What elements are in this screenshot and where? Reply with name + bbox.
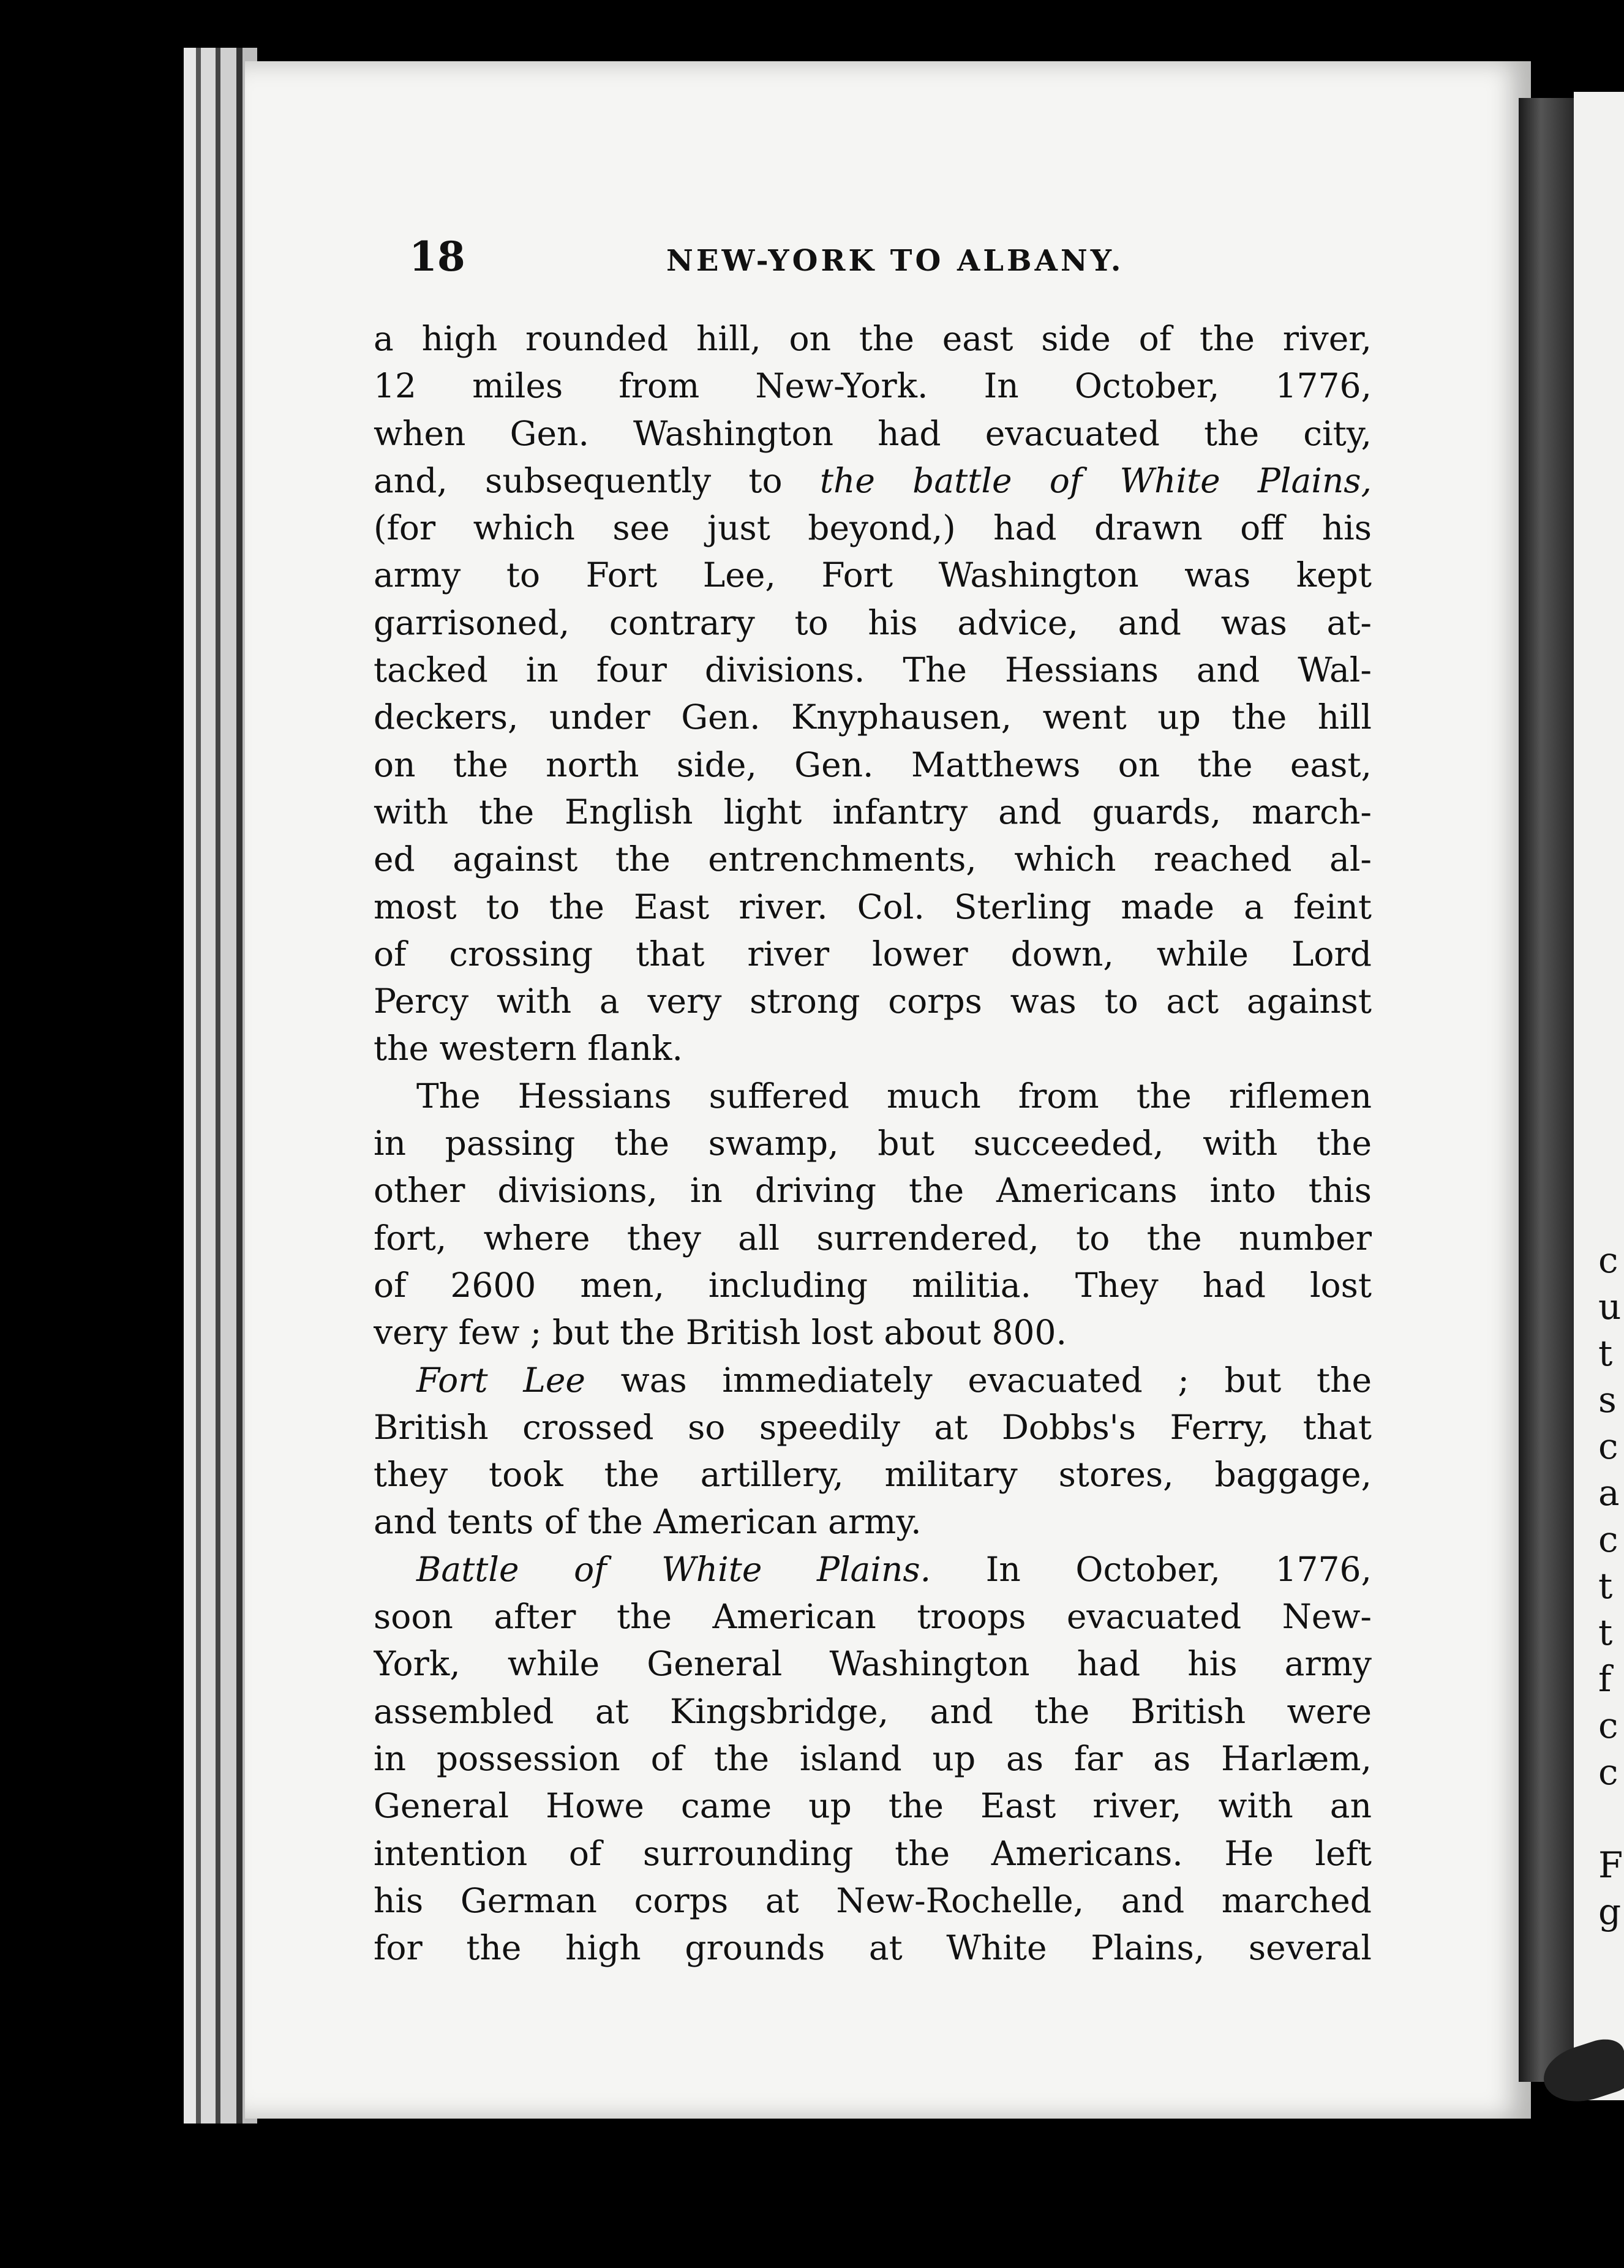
text-run: of 2600 men, including militia. They had lost [374, 1265, 1372, 1305]
text-run: on the north side, Gen. Matthews on the east, [374, 745, 1372, 784]
text-line [374, 931, 1372, 978]
text-run: was immediately evacuated ; but the [585, 1360, 1372, 1400]
text-run: General Howe came up the East river, with an [374, 1786, 1372, 1826]
facing-letter: g [1598, 1891, 1622, 1932]
text-line [374, 1782, 1372, 1830]
text-line [374, 362, 1372, 410]
text-line [374, 1877, 1372, 1924]
text-run: and tents of the American army. [374, 1502, 922, 1542]
text-run: in possession of the island up as far as Harlæm, [374, 1738, 1372, 1778]
text-line [374, 1498, 1372, 1545]
facing-letter: a [1598, 1472, 1620, 1514]
text-run: the western flank. [374, 1029, 683, 1068]
text-run: soon after the American troops evacuated New- [374, 1597, 1372, 1637]
text-run: fort, where they all surrendered, to the number [374, 1218, 1372, 1258]
text-line [374, 1120, 1372, 1167]
text-line [374, 315, 1372, 362]
text-line [374, 1404, 1372, 1451]
body-text [374, 315, 1372, 1972]
book-gutter [1519, 98, 1574, 2082]
text-run: with the English light infantry and guards, march- [374, 792, 1372, 832]
text-line [374, 1025, 1372, 1072]
text-run: (for which see just beyond,) had drawn off his [374, 508, 1372, 548]
text-run: very few ; but the British lost about 800. [374, 1313, 1067, 1353]
text-run: British crossed so speedily at Dobbs's Ferry, that [374, 1407, 1372, 1447]
text-line [374, 694, 1372, 741]
text-line [374, 1688, 1372, 1735]
text-line [374, 1640, 1372, 1688]
text-run: York, while General Washington had his army [374, 1644, 1372, 1684]
text-run: when Gen. Washington had evacuated the city, [374, 413, 1372, 453]
facing-letter [1598, 1795, 1624, 1842]
text-run: his German corps at New-Rochelle, and marched [374, 1880, 1372, 1920]
running-title: NEW-YORK TO ALBANY. [666, 244, 1124, 278]
text-line [374, 1215, 1372, 1262]
facing-letter: c [1598, 1425, 1618, 1467]
text-run: for the high grounds at White Plains, several [374, 1928, 1372, 1968]
text-run: The Hessians suffered much from the riflemen [416, 1076, 1372, 1116]
text-line [374, 1309, 1372, 1356]
text-line [374, 457, 1372, 505]
facing-letter: s [1598, 1379, 1617, 1421]
facing-letter: c [1598, 1519, 1618, 1560]
text-run: deckers, under Gen. Knyphausen, went up the hill [374, 697, 1372, 737]
text-run: they took the artillery, military stores, baggage, [374, 1455, 1372, 1495]
facing-page-letters [1598, 1237, 1624, 1935]
text-run: army to Fort Lee, Fort Washington was kept [374, 555, 1372, 595]
facing-letter: c [1598, 1751, 1618, 1793]
text-line [374, 1830, 1372, 1877]
facing-letter: u [1598, 1286, 1622, 1327]
text-run: ed against the entrenchments, which reached al- [374, 839, 1372, 879]
italic-text: Battle of White Plains. [416, 1549, 931, 1589]
text-run: garrisoned, contrary to his advice, and was at- [374, 603, 1372, 642]
text-line [374, 1735, 1372, 1782]
text-run: most to the East river. Col. Sterling made a feint [374, 887, 1372, 926]
text-line [374, 505, 1372, 552]
text-line [374, 647, 1372, 694]
text-line [374, 1167, 1372, 1214]
facing-letter: F [1598, 1844, 1623, 1886]
text-run: and, subsequently to [374, 460, 820, 500]
text-run: of crossing that river lower down, while Lord [374, 934, 1372, 974]
facing-letter: t [1598, 1565, 1613, 1607]
text-line [374, 789, 1372, 836]
text-line [374, 742, 1372, 789]
text-run: In October, 1776, [931, 1549, 1372, 1589]
italic-text: Fort Lee [416, 1360, 585, 1400]
text-run: tacked in four divisions. The Hessians and Wal- [374, 650, 1372, 690]
facing-letter: c [1598, 1239, 1618, 1281]
text-line [374, 1546, 1372, 1593]
text-run: a high rounded hill, on the east side of the river, [374, 319, 1372, 358]
text-line [374, 1357, 1372, 1404]
text-line [374, 1593, 1372, 1640]
text-run: in passing the swamp, but succeeded, with the [374, 1124, 1372, 1163]
text-line [374, 836, 1372, 883]
text-line [374, 552, 1372, 599]
text-line [374, 1451, 1372, 1498]
facing-letter: f [1598, 1658, 1612, 1700]
text-line [374, 1924, 1372, 1972]
page-number: 18 [409, 233, 465, 280]
text-line [374, 1073, 1372, 1120]
text-line [374, 410, 1372, 457]
facing-letter: t [1598, 1612, 1613, 1653]
text-line [374, 599, 1372, 647]
text-line [374, 978, 1372, 1025]
text-run: other divisions, in driving the Americans into this [374, 1171, 1372, 1211]
text-run: assembled at Kingsbridge, and the British were [374, 1691, 1372, 1731]
italic-text: the battle of White Plains, [819, 460, 1372, 500]
text-run: 12 miles from New-York. In October, 1776, [374, 366, 1372, 406]
facing-letter: c [1598, 1705, 1618, 1746]
text-line [374, 1262, 1372, 1309]
text-run: Percy with a very strong corps was to act against [374, 982, 1372, 1021]
text-line [374, 884, 1372, 931]
text-run: intention of surrounding the Americans. He left [374, 1833, 1372, 1873]
page-header [409, 228, 1364, 289]
facing-letter: t [1598, 1332, 1613, 1374]
